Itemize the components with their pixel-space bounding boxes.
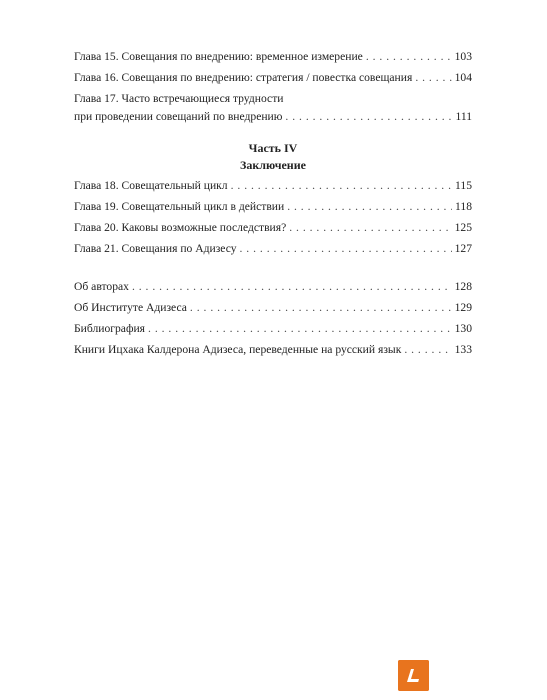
leader-dots bbox=[287, 198, 452, 216]
litres-logo-icon bbox=[398, 660, 429, 691]
toc-entry-multiline[interactable] bbox=[74, 90, 472, 126]
toc-entry[interactable] bbox=[74, 320, 472, 338]
toc-entry-page: 127 bbox=[454, 242, 472, 255]
toc-entry-title: Об авторах bbox=[74, 280, 129, 293]
leader-dots bbox=[240, 240, 452, 258]
toc-entry-title: Глава 18. Совещательный цикл bbox=[74, 179, 228, 192]
toc-entry-page: 111 bbox=[455, 110, 472, 123]
toc-entry[interactable] bbox=[74, 341, 472, 359]
part-heading: Часть IV bbox=[248, 141, 298, 155]
toc-entry[interactable] bbox=[74, 299, 472, 317]
leader-dots bbox=[404, 341, 451, 359]
toc-entry-page: 125 bbox=[454, 221, 472, 234]
leader-dots bbox=[289, 219, 451, 237]
toc-entry-title: Глава 20. Каковы возможные последствия? bbox=[74, 221, 287, 234]
toc-entry-title: Книги Ицхака Калдерона Адизеса, переведенные на русский язык bbox=[74, 343, 402, 356]
toc-entry-page: 103 bbox=[454, 50, 472, 63]
leader-dots bbox=[366, 48, 452, 66]
toc-entry-title: Глава 21. Совещания по Адизесу bbox=[74, 242, 237, 255]
leader-dots bbox=[190, 299, 452, 317]
part-subheading: Заключение bbox=[240, 158, 306, 172]
toc-entry-title: Глава 15. Совещания по внедрению: временное измерение bbox=[74, 50, 363, 63]
toc-entry[interactable] bbox=[74, 240, 472, 258]
toc-entry[interactable] bbox=[74, 69, 472, 87]
litres-logo-icon-graphic bbox=[398, 660, 429, 691]
toc-entry-title: Глава 16. Совещания по внедрению: стратегия / повестка совещания bbox=[74, 71, 413, 84]
toc-entry-title: Библиография bbox=[74, 322, 146, 335]
toc-entry[interactable] bbox=[74, 48, 472, 66]
table-of-contents bbox=[74, 48, 472, 359]
toc-entry[interactable] bbox=[74, 177, 472, 195]
toc-entry-page: 104 bbox=[454, 71, 472, 84]
toc-entry[interactable] bbox=[74, 198, 472, 216]
toc-entry-page: 129 bbox=[454, 301, 472, 314]
toc-entry-page: 115 bbox=[455, 179, 472, 192]
toc-entry-title-line2: при проведении совещаний по внедрению bbox=[74, 110, 283, 123]
leader-dots bbox=[148, 320, 452, 338]
toc-entry-page: 130 bbox=[454, 322, 472, 335]
toc-entry-page: 128 bbox=[454, 280, 472, 293]
toc-entry-title: Об Институте Адизеса bbox=[74, 301, 187, 314]
leader-dots bbox=[231, 177, 452, 195]
toc-entry[interactable] bbox=[74, 219, 472, 237]
leader-dots bbox=[132, 278, 452, 296]
leader-dots bbox=[415, 69, 451, 87]
toc-entry-page: 133 bbox=[454, 343, 472, 356]
leader-dots bbox=[285, 108, 452, 126]
toc-entry[interactable] bbox=[74, 278, 472, 296]
toc-entry-title-line1: Глава 17. Часто встречающиеся трудности bbox=[74, 92, 284, 105]
toc-entry-page: 118 bbox=[455, 200, 472, 213]
toc-entry-title: Глава 19. Совещательный цикл в действии bbox=[74, 200, 285, 213]
